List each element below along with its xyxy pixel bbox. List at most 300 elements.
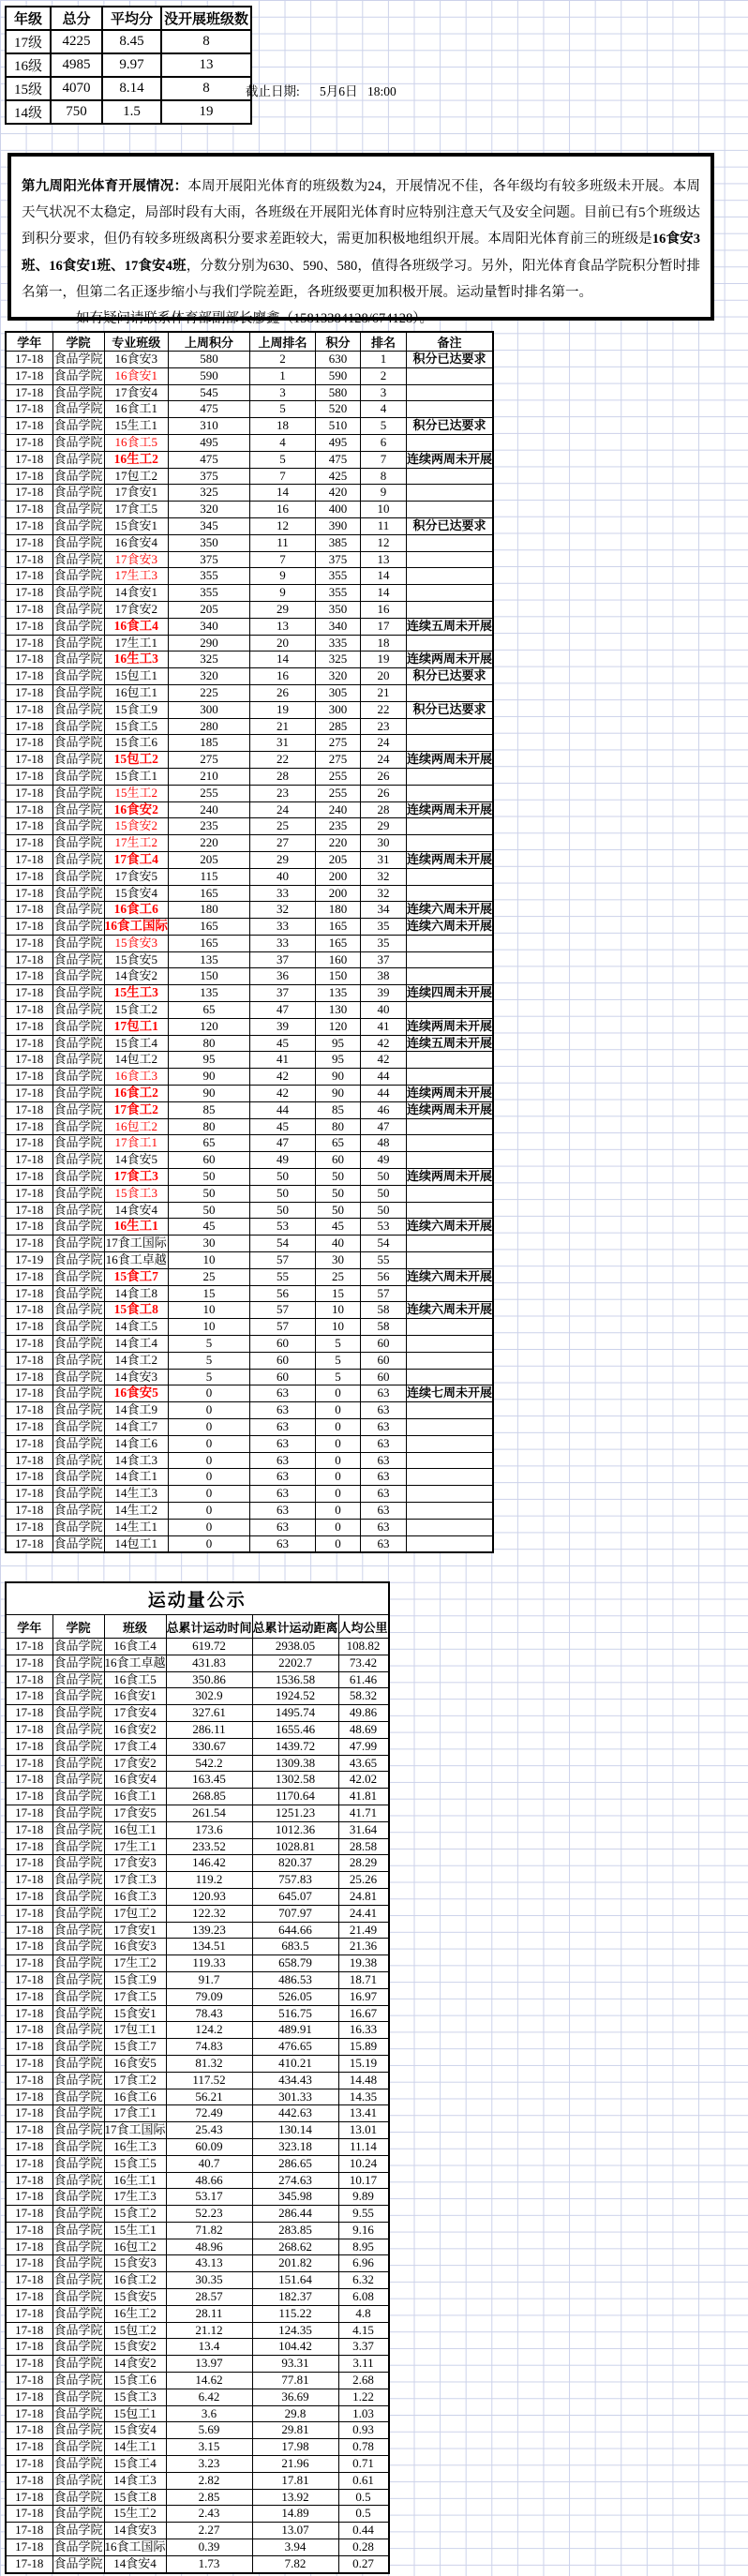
cell[interactable]: 15食工6 (104, 735, 169, 752)
cell[interactable]: 食品学院 (52, 1101, 104, 1118)
cell[interactable]: 15食工8 (104, 1302, 169, 1319)
cell[interactable]: 119.33 (166, 1955, 252, 1972)
cell[interactable]: 15食安2 (104, 2339, 166, 2356)
cell[interactable]: 食品学院 (52, 2105, 104, 2122)
cell[interactable] (407, 1052, 494, 1069)
cell[interactable]: 17-18 (6, 1018, 52, 1035)
cell[interactable]: 连续两周未开展 (407, 1101, 494, 1118)
cell[interactable]: 40.7 (166, 2155, 252, 2172)
cell[interactable]: 124.35 (252, 2322, 338, 2339)
cell[interactable] (407, 935, 494, 951)
cell[interactable]: 165 (169, 935, 250, 951)
cell[interactable]: 食品学院 (52, 601, 104, 618)
cell[interactable]: 355 (316, 585, 361, 602)
cell[interactable]: 134.51 (166, 1939, 252, 1955)
cell[interactable] (407, 434, 494, 451)
cell[interactable]: 63 (250, 1519, 316, 1535)
cell[interactable]: 17-18 (6, 1655, 52, 1671)
cell[interactable]: 17-18 (6, 2555, 52, 2572)
cell[interactable]: 17级 (6, 30, 51, 53)
cell[interactable] (407, 684, 494, 701)
cell[interactable]: 11 (361, 517, 407, 534)
cell[interactable]: 14食工2 (104, 1352, 169, 1369)
cell[interactable] (407, 1069, 494, 1086)
column-header[interactable]: 平均分 (102, 7, 161, 30)
weekly-notice-box[interactable] (7, 153, 714, 327)
cell[interactable]: 255 (316, 768, 361, 785)
cell[interactable]: 165 (316, 935, 361, 951)
cell[interactable] (407, 1452, 494, 1469)
cell[interactable]: 29 (250, 601, 316, 618)
cell[interactable]: 173.6 (166, 1821, 252, 1838)
cell[interactable]: 食品学院 (52, 968, 104, 985)
cell[interactable]: 57 (250, 1319, 316, 1336)
cell[interactable]: 8 (161, 77, 251, 100)
cell[interactable]: 42 (250, 1069, 316, 1086)
column-header[interactable]: 学院 (52, 1615, 104, 1639)
cell[interactable]: 255 (316, 785, 361, 801)
cell[interactable]: 16食工卓越 (104, 1252, 169, 1269)
cell[interactable]: 16包工2 (104, 1118, 169, 1135)
cell[interactable]: 74.83 (166, 2039, 252, 2056)
cell[interactable] (407, 768, 494, 785)
cell[interactable]: 55 (250, 1268, 316, 1285)
cell[interactable]: 17-18 (6, 1535, 52, 1552)
cell[interactable] (407, 835, 494, 852)
cell[interactable]: 25.26 (338, 1872, 389, 1889)
cell[interactable]: 15食工1 (104, 768, 169, 785)
cell[interactable]: 15.89 (338, 2039, 389, 2056)
cell[interactable]: 17-18 (6, 2222, 52, 2239)
cell[interactable]: 5 (169, 1336, 250, 1353)
cell[interactable]: 食品学院 (52, 2206, 104, 2223)
cell[interactable]: 56 (361, 1268, 407, 1285)
cell[interactable]: 17-18 (6, 468, 52, 485)
cell[interactable]: 335 (316, 635, 361, 651)
cell[interactable]: 3.94 (252, 2539, 338, 2556)
cell[interactable]: 1012.36 (252, 1821, 338, 1838)
cell[interactable] (407, 1535, 494, 1552)
cell[interactable]: 5 (250, 401, 316, 418)
cell[interactable]: 16食工1 (104, 401, 169, 418)
cell[interactable]: 17-18 (6, 2322, 52, 2339)
cell[interactable]: 食品学院 (52, 2255, 104, 2272)
cell[interactable]: 17食工5 (104, 502, 169, 518)
cell[interactable]: 食品学院 (52, 2356, 104, 2373)
cell[interactable]: 17-18 (6, 2405, 52, 2422)
cell[interactable]: 积分已达要求 (407, 668, 494, 685)
cell[interactable]: 17-18 (6, 1922, 52, 1939)
cell[interactable]: 327.61 (166, 1705, 252, 1722)
cell[interactable]: 475 (316, 451, 361, 468)
cell[interactable]: 16食安3 (104, 1939, 166, 1955)
cell[interactable]: 14 (361, 585, 407, 602)
cell[interactable]: 95 (316, 1052, 361, 1069)
cell[interactable]: 15食安3 (104, 935, 169, 951)
cell[interactable]: 13 (161, 53, 251, 77)
column-header[interactable]: 排名 (361, 332, 407, 352)
cell[interactable]: 17食工4 (104, 1738, 166, 1755)
cell[interactable]: 50 (316, 1185, 361, 1202)
cell[interactable]: 30 (169, 1236, 250, 1252)
cell[interactable]: 15食工3 (104, 2389, 166, 2405)
cell[interactable]: 食品学院 (52, 902, 104, 919)
cell[interactable] (407, 635, 494, 651)
cell[interactable]: 17-18 (6, 951, 52, 968)
cell[interactable]: 50 (361, 1185, 407, 1202)
cell[interactable]: 28.29 (338, 1855, 389, 1872)
cell[interactable]: 90 (316, 1086, 361, 1102)
cell[interactable]: 0.5 (338, 2506, 389, 2523)
cell[interactable]: 14 (361, 568, 407, 585)
cell[interactable]: 16.97 (338, 1988, 389, 2005)
cell[interactable]: 47 (250, 1002, 316, 1019)
cell[interactable]: 1439.72 (252, 1738, 338, 1755)
cell[interactable]: 6.32 (338, 2272, 389, 2289)
cell[interactable]: 17-18 (6, 1688, 52, 1705)
cell[interactable]: 31 (250, 735, 316, 752)
cell[interactable]: 43.13 (166, 2255, 252, 2272)
cell[interactable]: 17生工3 (104, 2189, 166, 2206)
cell[interactable]: 80 (169, 1035, 250, 1052)
cell[interactable]: 27 (250, 835, 316, 852)
cell[interactable]: 139.23 (166, 1922, 252, 1939)
cell[interactable]: 65 (169, 1135, 250, 1152)
cell[interactable]: 16食工4 (104, 618, 169, 635)
cell[interactable]: 225 (169, 684, 250, 701)
cell[interactable]: 食品学院 (52, 2189, 104, 2206)
cell[interactable]: 1655.46 (252, 1721, 338, 1738)
cell[interactable]: 食品学院 (52, 1202, 104, 1219)
cell[interactable]: 160 (316, 951, 361, 968)
cell[interactable]: 食品学院 (52, 1435, 104, 1452)
cell[interactable]: 17-18 (6, 2456, 52, 2473)
cell[interactable]: 17-18 (6, 1755, 52, 1772)
cell[interactable]: 食品学院 (52, 1535, 104, 1552)
cell[interactable]: 0 (169, 1519, 250, 1535)
cell[interactable]: 食品学院 (52, 1402, 104, 1419)
cell[interactable]: 连续两周未开展 (407, 752, 494, 769)
cell[interactable]: 240 (316, 801, 361, 818)
cell[interactable]: 95 (316, 1035, 361, 1052)
cell[interactable]: 13.41 (338, 2105, 389, 2122)
cell[interactable]: 17-18 (6, 635, 52, 651)
cell[interactable] (407, 1519, 494, 1535)
cell[interactable]: 食品学院 (52, 1152, 104, 1169)
cell[interactable]: 122.32 (166, 1905, 252, 1922)
column-header[interactable]: 积分 (316, 332, 361, 352)
cell[interactable]: 205 (316, 851, 361, 868)
cell[interactable]: 17-18 (6, 2339, 52, 2356)
cell[interactable]: 8 (361, 468, 407, 485)
cell[interactable]: 12 (361, 534, 407, 551)
column-header[interactable]: 上周排名 (250, 332, 316, 352)
cell[interactable]: 165 (316, 919, 361, 936)
cell[interactable]: 15.19 (338, 2055, 389, 2072)
cell[interactable]: 食品学院 (52, 1319, 104, 1336)
cell[interactable]: 17-18 (6, 534, 52, 551)
cell[interactable]: 130.14 (252, 2122, 338, 2139)
cell[interactable]: 10 (169, 1319, 250, 1336)
cell[interactable]: 13 (361, 551, 407, 568)
cell[interactable]: 17-18 (6, 1336, 52, 1353)
cell[interactable]: 食品学院 (52, 1419, 104, 1436)
cell[interactable]: 39 (250, 1018, 316, 1035)
cell[interactable]: 108.82 (338, 1639, 389, 1655)
cell[interactable] (407, 401, 494, 418)
cell[interactable]: 17-18 (6, 1369, 52, 1385)
cell[interactable]: 食品学院 (52, 1336, 104, 1353)
cell[interactable]: 56 (250, 1285, 316, 1302)
cell[interactable]: 151.64 (252, 2272, 338, 2289)
cell[interactable]: 16食工2 (104, 1086, 169, 1102)
cell[interactable]: 300 (169, 701, 250, 718)
cell[interactable]: 476.65 (252, 2039, 338, 2056)
cell[interactable]: 食品学院 (52, 2539, 104, 2556)
cell[interactable]: 5 (361, 418, 407, 435)
column-header[interactable]: 班级 (104, 1615, 166, 1639)
cell[interactable]: 350 (169, 534, 250, 551)
cell[interactable]: 17食安3 (104, 1855, 166, 1872)
cell[interactable]: 17-18 (6, 2439, 52, 2456)
cell[interactable]: 683.5 (252, 1939, 338, 1955)
cell[interactable]: 17-18 (6, 1639, 52, 1655)
cell[interactable]: 25 (169, 1268, 250, 1285)
cell[interactable]: 23 (250, 785, 316, 801)
cell[interactable]: 食品学院 (52, 835, 104, 852)
cell[interactable]: 40 (361, 1002, 407, 1019)
cell[interactable]: 16生工1 (104, 1219, 169, 1236)
cell[interactable]: 15包工1 (104, 2405, 166, 2422)
cell[interactable]: 0.39 (166, 2539, 252, 2556)
column-header[interactable]: 专业班级 (104, 332, 169, 352)
cell[interactable]: 食品学院 (52, 1052, 104, 1069)
cell[interactable]: 11.14 (338, 2138, 389, 2155)
cell[interactable]: 17-18 (6, 2155, 52, 2172)
cell[interactable]: 4 (361, 401, 407, 418)
cell[interactable]: 375 (169, 551, 250, 568)
cell[interactable]: 13.97 (166, 2356, 252, 2373)
cell[interactable]: 17-18 (6, 868, 52, 885)
cell[interactable]: 食品学院 (52, 651, 104, 668)
cell[interactable]: 15食工9 (104, 701, 169, 718)
cell[interactable]: 17-18 (6, 1435, 52, 1452)
cell[interactable]: 食品学院 (52, 2373, 104, 2389)
cell[interactable]: 17-18 (6, 2172, 52, 2189)
cell[interactable]: 17食工3 (104, 1169, 169, 1186)
cell[interactable]: 17食安2 (104, 1755, 166, 1772)
cell[interactable]: 17-18 (6, 1872, 52, 1889)
column-header[interactable]: 年级 (6, 7, 51, 30)
cell[interactable]: 食品学院 (52, 367, 104, 384)
cell[interactable]: 17-18 (6, 418, 52, 435)
cell[interactable]: 17-18 (6, 1352, 52, 1369)
cell[interactable]: 18 (361, 635, 407, 651)
cell[interactable]: 495 (169, 434, 250, 451)
cell[interactable]: 16包工1 (104, 684, 169, 701)
cell[interactable]: 6.08 (338, 2289, 389, 2306)
column-header[interactable]: 上周积分 (169, 332, 250, 352)
cell[interactable]: 1536.58 (252, 1671, 338, 1688)
cell[interactable]: 19 (250, 701, 316, 718)
cell[interactable]: 食品学院 (52, 1069, 104, 1086)
cell[interactable]: 3.6 (166, 2405, 252, 2422)
cell[interactable]: 31 (361, 851, 407, 868)
cell[interactable]: 16 (250, 502, 316, 518)
cell[interactable]: 29 (361, 818, 407, 835)
cell[interactable]: 16生工2 (104, 451, 169, 468)
cell[interactable]: 35 (361, 919, 407, 936)
cell[interactable]: 食品学院 (52, 851, 104, 868)
cell[interactable]: 17-18 (6, 1052, 52, 1069)
cell[interactable]: 29.81 (252, 2422, 338, 2439)
cell[interactable]: 17-18 (6, 568, 52, 585)
cell[interactable]: 79.09 (166, 1988, 252, 2005)
cell[interactable]: 食品学院 (52, 2456, 104, 2473)
cell[interactable]: 15食工4 (104, 1035, 169, 1052)
cell[interactable]: 食品学院 (52, 2305, 104, 2322)
cell[interactable]: 330.67 (166, 1738, 252, 1755)
cell[interactable]: 15食安2 (104, 818, 169, 835)
cell[interactable]: 15食工4 (104, 2456, 166, 2473)
cell[interactable]: 17-18 (6, 1888, 52, 1905)
cell[interactable]: 302.9 (166, 1688, 252, 1705)
cell[interactable]: 17食工3 (104, 1872, 166, 1889)
cell[interactable]: 135 (169, 951, 250, 968)
cell[interactable]: 连续五周未开展 (407, 618, 494, 635)
cell[interactable]: 268.85 (166, 1789, 252, 1805)
cell[interactable]: 食品学院 (52, 502, 104, 518)
cell[interactable]: 49.86 (338, 1705, 389, 1722)
cell[interactable]: 63 (361, 1419, 407, 1436)
cell[interactable]: 食品学院 (52, 2523, 104, 2539)
cell[interactable]: 17生工1 (104, 1838, 166, 1855)
cell[interactable]: 50 (316, 1202, 361, 1219)
cell[interactable]: 24.41 (338, 1905, 389, 1922)
cell[interactable]: 17-18 (6, 618, 52, 635)
cell[interactable]: 44 (361, 1086, 407, 1102)
cell[interactable]: 90 (169, 1069, 250, 1086)
cell[interactable]: 5 (316, 1369, 361, 1385)
cell[interactable]: 39 (361, 985, 407, 1002)
cell[interactable]: 63 (361, 1486, 407, 1503)
cell[interactable] (407, 1236, 494, 1252)
cell[interactable]: 286.11 (166, 1721, 252, 1738)
cell[interactable]: 9 (361, 485, 407, 502)
cell[interactable]: 食品学院 (52, 1118, 104, 1135)
cell[interactable]: 434.43 (252, 2072, 338, 2089)
cell[interactable]: 14食工3 (104, 2472, 166, 2489)
cell[interactable] (407, 585, 494, 602)
cell[interactable]: 17 (361, 618, 407, 635)
cell[interactable]: 食品学院 (52, 1502, 104, 1519)
cell[interactable]: 310 (169, 418, 250, 435)
cell[interactable]: 205 (169, 851, 250, 868)
cell[interactable]: 2.43 (166, 2506, 252, 2523)
cell[interactable]: 食品学院 (52, 1252, 104, 1269)
cell[interactable]: 72.49 (166, 2105, 252, 2122)
cell[interactable]: 240 (169, 801, 250, 818)
cell[interactable]: 17-18 (6, 1955, 52, 1972)
cell[interactable]: 16食安2 (104, 801, 169, 818)
cell[interactable]: 489.91 (252, 2022, 338, 2039)
cell[interactable]: 185 (169, 735, 250, 752)
cell[interactable]: 17-18 (6, 434, 52, 451)
cell[interactable]: 2938.05 (252, 1639, 338, 1655)
cell[interactable]: 520 (316, 401, 361, 418)
cell[interactable]: 17食工2 (104, 1101, 169, 1118)
cell[interactable]: 食品学院 (52, 1236, 104, 1252)
cell[interactable]: 17-18 (6, 701, 52, 718)
cell[interactable]: 1.03 (338, 2405, 389, 2422)
cell[interactable]: 13.92 (252, 2489, 338, 2506)
cell[interactable]: 17-18 (6, 2539, 52, 2556)
cell[interactable]: 2202.7 (252, 1655, 338, 1671)
cell[interactable]: 15食工8 (104, 2489, 166, 2506)
cell[interactable]: 食品学院 (52, 1268, 104, 1285)
cell[interactable]: 350 (316, 601, 361, 618)
cell[interactable]: 48.96 (166, 2239, 252, 2255)
cell[interactable]: 0 (316, 1519, 361, 1535)
cell[interactable]: 286.44 (252, 2206, 338, 2223)
cell[interactable]: 17-18 (6, 352, 52, 368)
cell[interactable]: 44 (361, 1069, 407, 1086)
cell[interactable]: 63 (250, 1452, 316, 1469)
cell[interactable]: 60 (361, 1369, 407, 1385)
cell[interactable]: 17-18 (6, 902, 52, 919)
cell[interactable]: 0.5 (338, 2489, 389, 2506)
cell[interactable]: 17-18 (6, 1285, 52, 1302)
cell[interactable]: 19 (361, 651, 407, 668)
cell[interactable]: 17食安5 (104, 1805, 166, 1821)
cell[interactable]: 食品学院 (52, 1086, 104, 1102)
cell[interactable]: 食品学院 (52, 1169, 104, 1186)
cell[interactable]: 连续两周未开展 (407, 851, 494, 868)
cell[interactable]: 15包工2 (104, 752, 169, 769)
cell[interactable]: 14食安2 (104, 968, 169, 985)
cell[interactable]: 17-18 (6, 2356, 52, 2373)
cell[interactable]: 21 (250, 718, 316, 735)
cell[interactable] (407, 968, 494, 985)
column-header[interactable]: 学院 (52, 332, 104, 352)
cell[interactable]: 1.22 (338, 2389, 389, 2405)
cell[interactable]: 食品学院 (52, 1002, 104, 1019)
cell[interactable]: 63 (250, 1419, 316, 1436)
cell[interactable]: 26 (250, 684, 316, 701)
cell[interactable]: 63 (361, 1452, 407, 1469)
cell[interactable]: 食品学院 (52, 517, 104, 534)
cell[interactable]: 0.27 (338, 2555, 389, 2572)
column-header[interactable]: 人均公里 (338, 1615, 389, 1639)
cell[interactable]: 10.17 (338, 2172, 389, 2189)
cell[interactable]: 545 (169, 384, 250, 401)
cell[interactable]: 食品学院 (52, 1922, 104, 1939)
cell[interactable]: 17-18 (6, 968, 52, 985)
cell[interactable]: 食品学院 (52, 1639, 104, 1655)
cell[interactable]: 17-18 (6, 2072, 52, 2089)
class-score-table[interactable] (5, 331, 494, 1553)
cell[interactable]: 63 (361, 1435, 407, 1452)
cell[interactable]: 15食安4 (104, 885, 169, 902)
cell[interactable]: 261.54 (166, 1805, 252, 1821)
cell[interactable]: 2.68 (338, 2373, 389, 2389)
cell[interactable]: 食品学院 (52, 1185, 104, 1202)
cell[interactable]: 50 (169, 1202, 250, 1219)
cell[interactable]: 3 (250, 384, 316, 401)
cell[interactable]: 146.42 (166, 1855, 252, 1872)
cell[interactable]: 325 (169, 485, 250, 502)
cell[interactable]: 163.45 (166, 1772, 252, 1789)
